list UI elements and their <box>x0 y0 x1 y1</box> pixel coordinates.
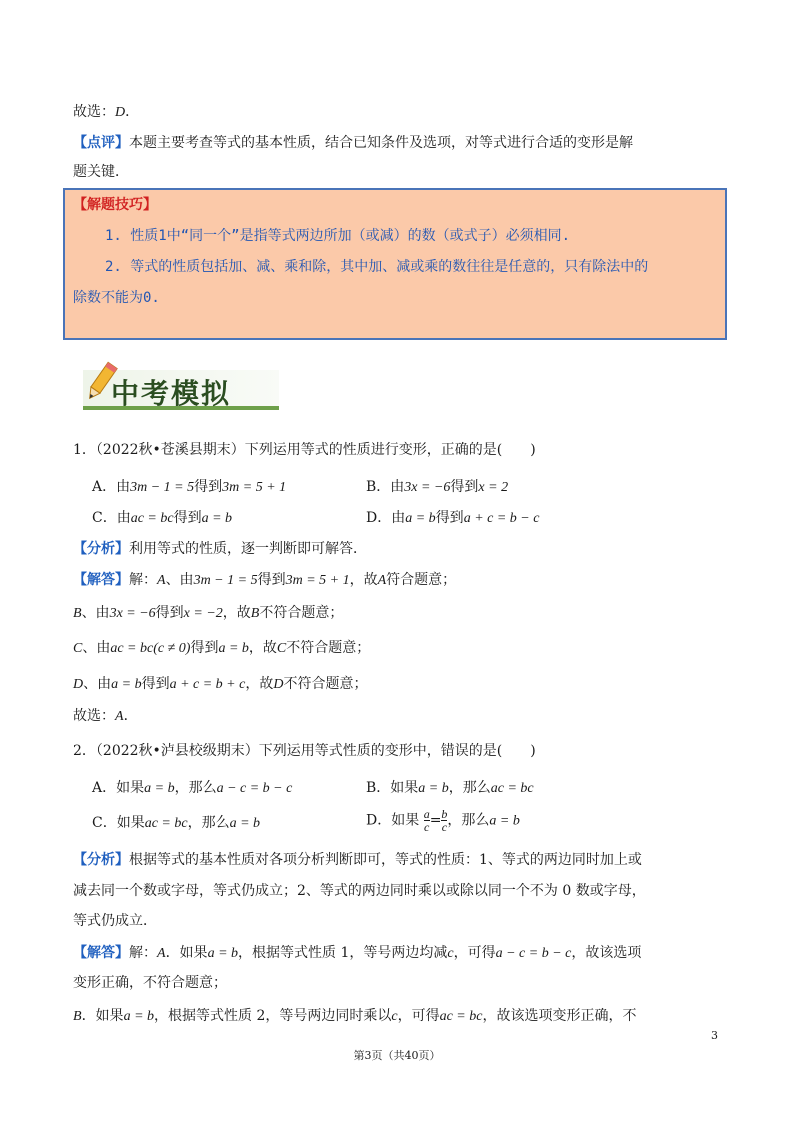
text: 得到 <box>141 676 170 692</box>
option-text: ，那么 <box>187 815 230 831</box>
text: A <box>157 946 166 961</box>
math-expr: 3m − 1 = 5 <box>130 480 195 495</box>
math-expr: ac = bc <box>144 816 188 831</box>
text: 、由 <box>81 605 110 621</box>
text: ，故该选项变形正确，不 <box>482 1008 637 1024</box>
option-text: 得到 <box>435 510 464 526</box>
q1-answer-line3 <box>73 638 370 659</box>
tips-line3: 除数不能为0. <box>73 290 160 306</box>
denominator: c <box>424 820 430 834</box>
text: 、由 <box>83 676 112 692</box>
option-label: D．由 <box>366 510 406 526</box>
review-text: 本题主要考查等式的基本性质，结合已知条件及选项，对等式进行合适的变形是解 <box>129 135 633 151</box>
text: c <box>391 1009 398 1024</box>
text: ．如果 <box>165 945 208 961</box>
math-expr: ac = bc(c ≠ 0) <box>110 641 191 656</box>
analysis-tag: 【分析】 <box>73 852 129 868</box>
option-text: 得到 <box>450 479 479 495</box>
analysis-tag: 【分析】 <box>73 541 129 557</box>
review-text-2: 题关键． <box>73 164 129 180</box>
tips-line1: 1. 性质1中“同一个”是指等式两边所加（或减）的数（或式子）必须相同. <box>105 228 570 244</box>
math-expr: a = b <box>111 677 142 692</box>
math-expr: a + c = b − c <box>463 511 540 526</box>
text: ，可得 <box>453 945 496 961</box>
math-expr: a = b <box>405 511 436 526</box>
math-expr: 3x = −6 <box>404 480 451 495</box>
math-expr: a = b <box>229 816 261 831</box>
section-banner <box>73 358 283 410</box>
option-label: B．由 <box>366 479 405 495</box>
text: 符合题意； <box>386 572 457 588</box>
q1-answer-line4 <box>73 674 367 695</box>
text: 解： <box>129 572 157 588</box>
option-text: ，那么 <box>447 812 490 829</box>
tips-box <box>63 188 727 340</box>
text: ，根据等式性质 1，等号两边均减 <box>238 945 448 961</box>
math-expr: x = −2 <box>183 606 223 621</box>
tips-title: 【解题技巧】 <box>73 197 157 213</box>
math-expr: ac = bc <box>130 511 174 526</box>
q2-analysis-line1 <box>73 850 642 870</box>
q2-option-b <box>366 778 534 799</box>
math-expr: 3m = 5 + 1 <box>285 573 350 588</box>
text: 、由 <box>165 572 194 588</box>
q1-option-a <box>92 477 286 498</box>
section-title: 中考模拟 <box>111 377 232 410</box>
option-label: B．如果 <box>366 780 419 796</box>
review-line1 <box>73 133 633 153</box>
q1-option-d <box>366 508 539 529</box>
q2-answer-line3 <box>73 1006 636 1027</box>
math-expr: a = b <box>418 781 449 796</box>
numerator: a <box>423 807 430 821</box>
text: ，可得 <box>397 1008 440 1024</box>
text: 得到 <box>190 640 219 656</box>
math-expr: a − c = b − c <box>495 946 572 961</box>
analysis-text: 利用等式的性质，逐一判断即可解答． <box>129 541 367 557</box>
text: ，故 <box>349 572 378 588</box>
q1-answer-line2 <box>73 603 343 624</box>
option-text: ，那么 <box>174 780 217 796</box>
math-expr: 3m − 1 = 5 <box>193 573 258 588</box>
prev-answer: 故选：D． <box>73 104 140 120</box>
text: ，故 <box>245 676 274 692</box>
text: ，故该选项 <box>571 945 642 961</box>
q2-analysis-line2: 减去同一个数或字母，等式仍成立；2、等式的两边同时乘以或除以同一个不为 0 数或字母， <box>73 883 646 899</box>
text: 不符合题意； <box>286 640 371 656</box>
math-expr: x = 2 <box>478 480 509 495</box>
math-expr: ac = bc <box>490 781 534 796</box>
text: A <box>157 573 166 588</box>
text: D <box>273 677 284 692</box>
analysis-text: 根据等式的基本性质对各项分析判断即可，等式的性质：1、等式的两边同时加上或 <box>129 852 642 868</box>
page-footer: 第3页（共40页） <box>353 1049 441 1062</box>
text: C <box>73 641 83 656</box>
q2-analysis-line3: 等式仍成立． <box>73 913 157 929</box>
text: B <box>73 606 82 621</box>
math-expr: ac = bc <box>439 1009 483 1024</box>
text: 、由 <box>82 640 111 656</box>
option-label: C．由 <box>92 510 131 526</box>
text: B <box>250 606 260 621</box>
text: 不符合题意； <box>259 605 344 621</box>
text: A <box>377 573 387 588</box>
q1-analysis <box>73 539 367 559</box>
text: c <box>447 946 454 961</box>
option-label: A．如果 <box>92 780 145 796</box>
math-expr: a = b <box>123 1009 155 1024</box>
text: C <box>276 641 287 656</box>
math-expr: a + c = b + c <box>169 677 246 692</box>
text: 得到 <box>155 605 184 621</box>
answer-value: D <box>115 105 126 120</box>
review-tag: 【点评】 <box>73 135 129 151</box>
text: ．如果 <box>81 1008 124 1024</box>
text: ，故 <box>248 640 277 656</box>
q1-stem: 1．（2022秋•苍溪县期末）下列运用等式的性质进行变形，正确的是( ) <box>73 442 536 458</box>
math-expr: a − c = b − c <box>216 781 293 796</box>
option-label: C．如果 <box>92 815 145 831</box>
answer-tag: 【解答】 <box>73 572 129 588</box>
math-expr: 3x = −6 <box>109 606 156 621</box>
answer-tag: 【解答】 <box>73 945 129 961</box>
option-label: D．如果 <box>366 812 420 829</box>
option-text: 得到 <box>194 479 223 495</box>
text: 得到 <box>257 572 286 588</box>
text: 解： <box>129 945 157 961</box>
option-text: ，那么 <box>448 780 491 796</box>
equals: = <box>429 812 442 829</box>
numerator: b <box>441 807 448 821</box>
answer-value: A <box>115 709 124 724</box>
q1-option-c <box>92 508 232 529</box>
text: B <box>73 1009 82 1024</box>
math-expr: a = b <box>207 946 239 961</box>
math-expr: a = b <box>218 641 249 656</box>
page-number: 3 <box>711 1029 718 1042</box>
q2-option-c <box>92 813 260 834</box>
tips-line2: 2. 等式的性质包括加、减、乘和除，其中加、减或乘的数往往是任意的，只有除法中的 <box>105 259 649 275</box>
q2-stem: 2．（2022秋•泸县校级期末）下列运用等式性质的变形中，错误的是( ) <box>73 743 536 759</box>
q2-answer-line2: 变形正确，不符合题意； <box>73 975 227 991</box>
q1-answer-line1 <box>73 570 456 591</box>
q2-answer-line1 <box>73 943 641 964</box>
math-expr: a = b <box>489 813 520 829</box>
math-expr: a = b <box>201 511 233 526</box>
q2-option-a <box>92 778 292 799</box>
math-expr: 3m = 5 + 1 <box>222 480 287 495</box>
q1-final-answer: 故选：A． <box>73 708 138 724</box>
q2-option-d <box>366 808 520 833</box>
option-text: 得到 <box>173 510 202 526</box>
answer-label: 故选： <box>73 104 115 120</box>
denominator: c <box>441 820 448 834</box>
q1-option-b <box>366 477 508 498</box>
math-expr: a = b <box>144 781 175 796</box>
answer-label: 故选： <box>73 708 115 724</box>
text: ，故 <box>222 605 251 621</box>
text: ，根据等式性质 2，等号两边同时乘以 <box>154 1008 392 1024</box>
review-line2 <box>73 162 129 182</box>
text: D <box>73 677 84 692</box>
text: 不符合题意； <box>283 676 368 692</box>
option-label: A．由 <box>92 479 131 495</box>
